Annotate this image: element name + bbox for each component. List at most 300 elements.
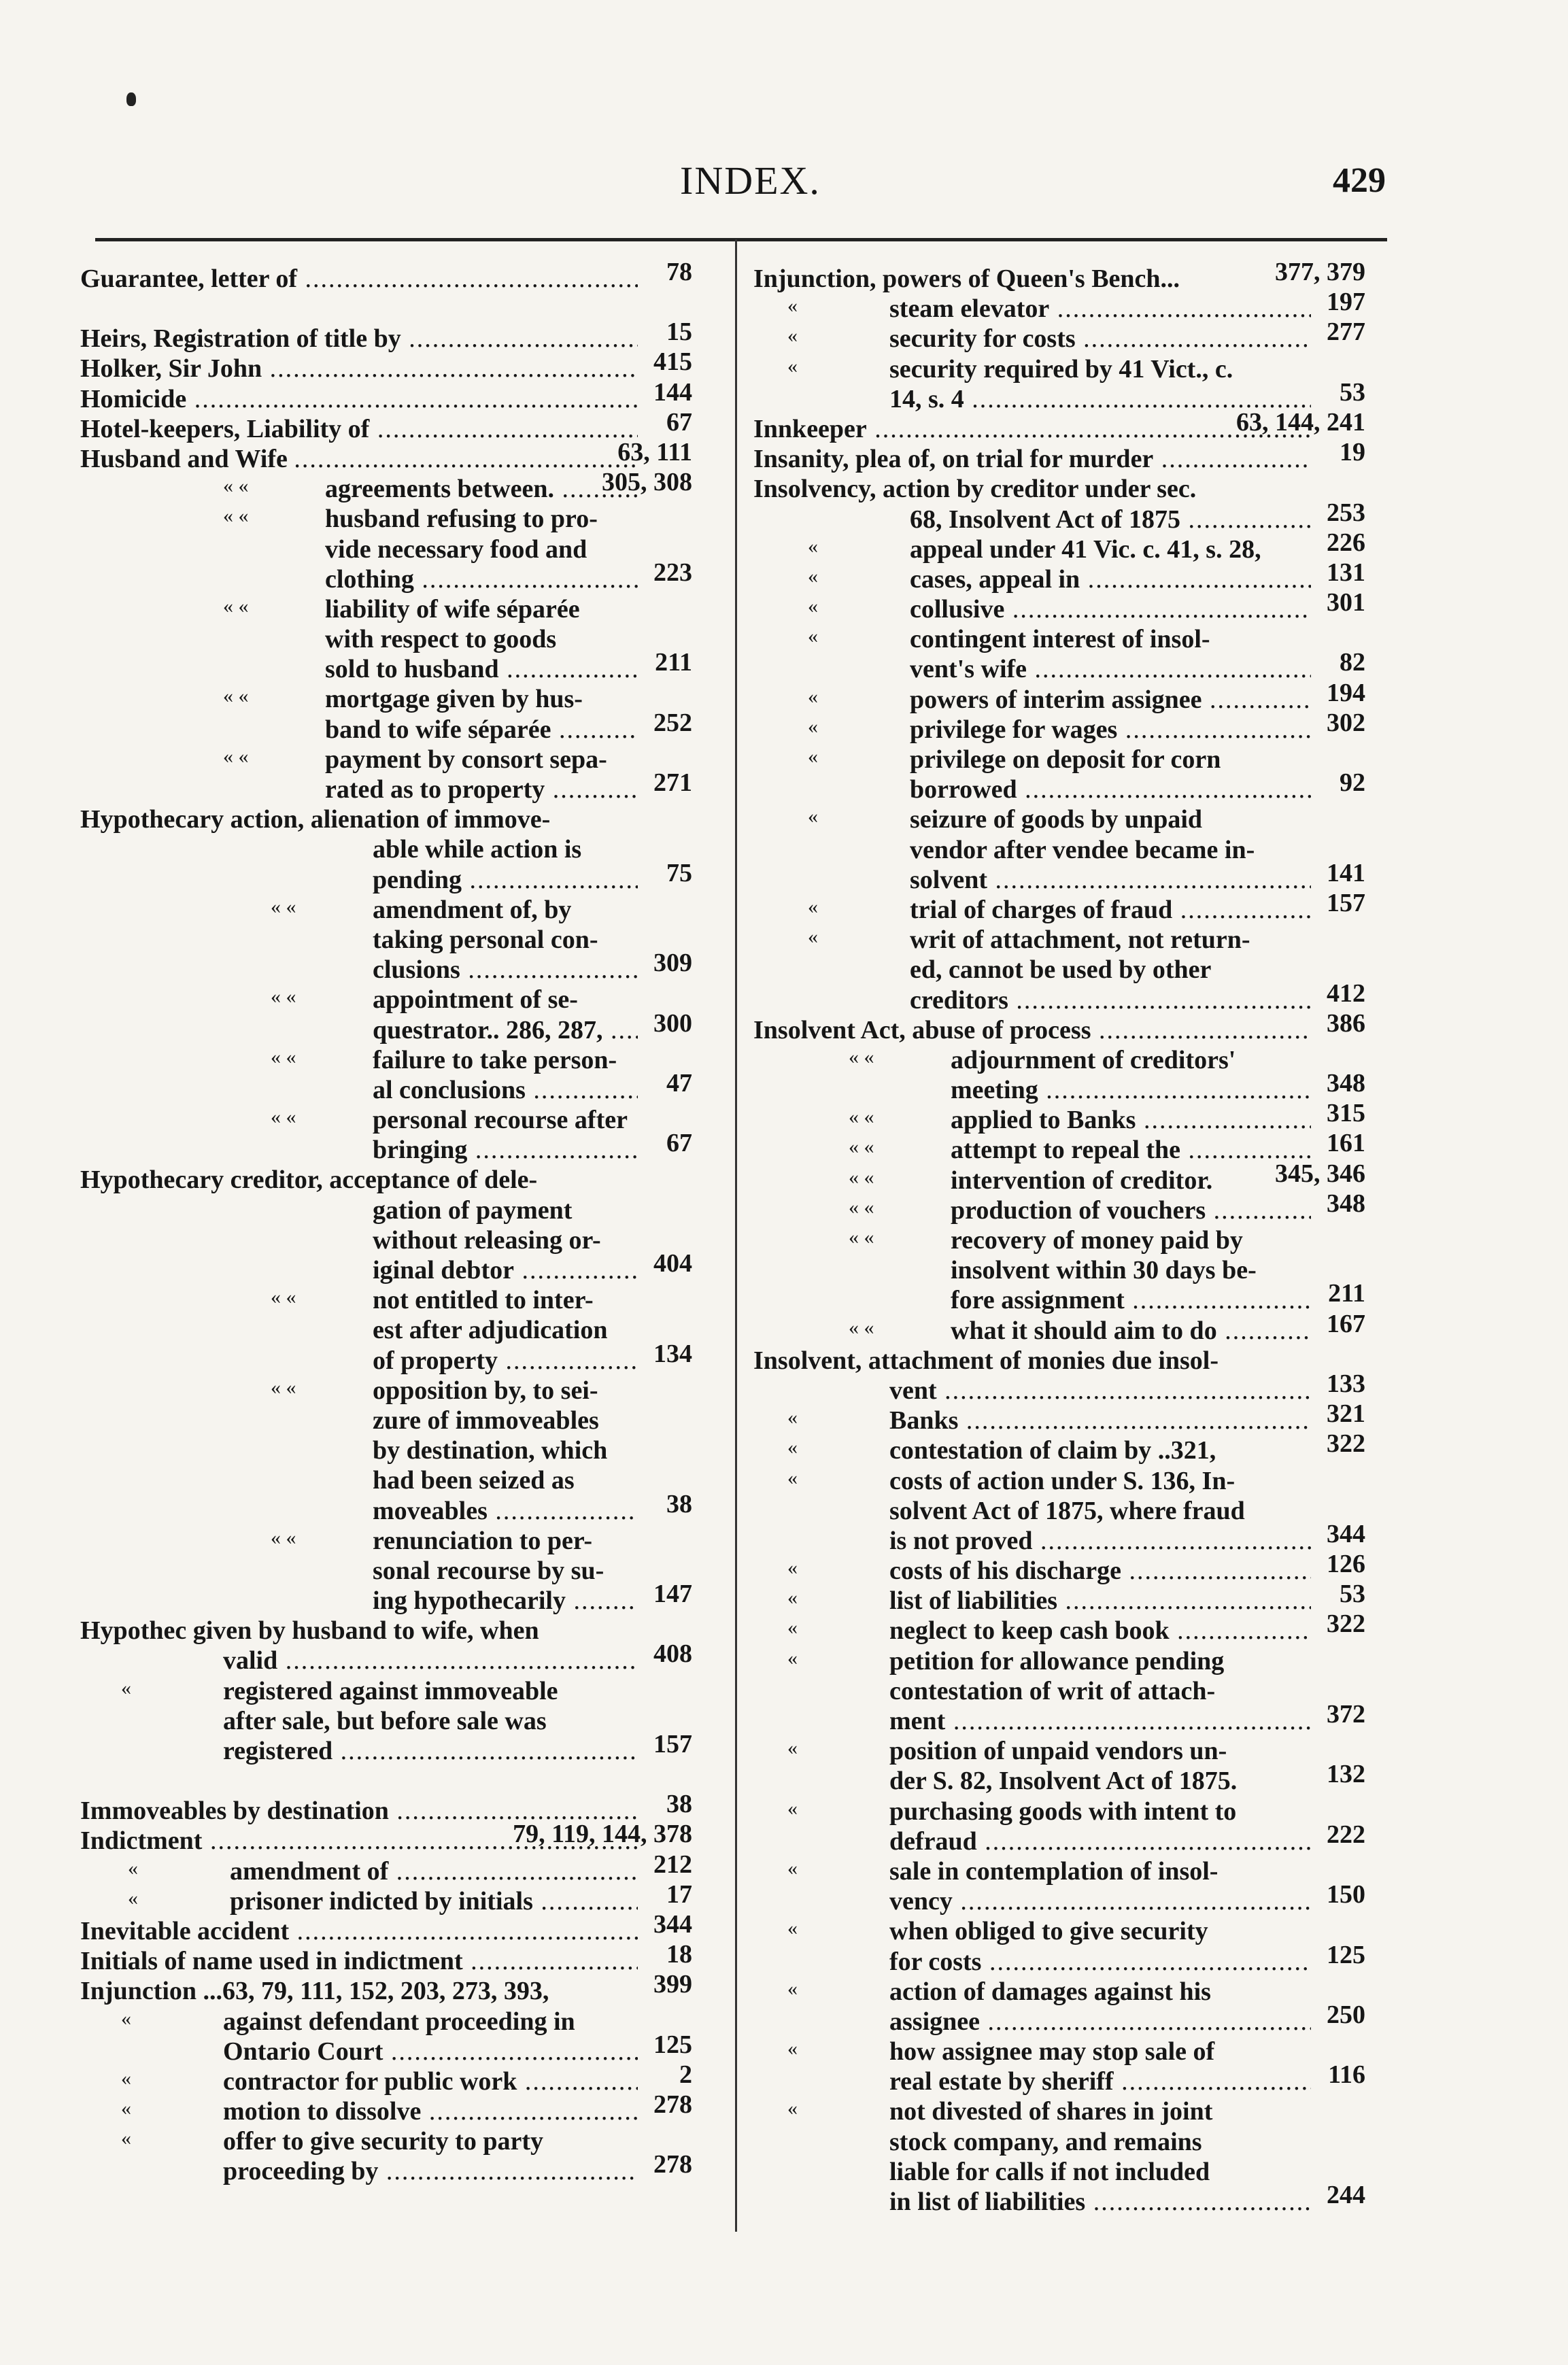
entry-gap <box>80 1766 692 1796</box>
entry-text: Insolvency, action by creditor under sec. <box>753 475 1197 504</box>
ditto-mark: « <box>787 1466 798 1489</box>
index-entry <box>80 2060 692 2096</box>
ditto-mark: « <box>121 2127 131 2150</box>
entry-text: when obliged to give security <box>889 1917 1208 1946</box>
entry-text: had been seized as <box>373 1466 575 1495</box>
header-rule <box>95 238 1387 241</box>
index-entry <box>753 1797 1365 1826</box>
entry-page-ref: 126 <box>1327 1550 1365 1579</box>
index-entry <box>80 468 692 504</box>
index-entry <box>753 1856 1365 1886</box>
entry-page-ref: 344 <box>1327 1519 1365 1548</box>
entry-text: is not proved ..... <box>889 1526 1311 1556</box>
entry-text: not divested of shares in joint <box>889 2097 1213 2126</box>
index-entry <box>753 1255 1365 1285</box>
entry-page-ref: 244 <box>1327 2181 1365 2209</box>
entry-page-ref: 141 <box>1327 858 1365 887</box>
index-entry <box>753 1519 1365 1556</box>
index-entry <box>80 1068 692 1105</box>
entry-text: Holker, Sir John ..... <box>80 354 638 384</box>
entry-text: Insolvent, attachment of monies due insol- <box>753 1346 1219 1375</box>
index-entry <box>753 558 1365 594</box>
index-entry <box>80 594 692 624</box>
entry-text: cases, appeal in ..... <box>910 564 1311 594</box>
entry-page-ref: 345, 346 <box>1275 1159 1365 1188</box>
entry-text: real estate by sheriff ..... <box>889 2066 1311 2096</box>
entry-text: Injunction, powers of Queen's Bench... <box>753 265 1180 293</box>
index-entry <box>753 1045 1365 1075</box>
entry-text: opposition by, to sei- <box>373 1376 598 1405</box>
ditto-mark: « « <box>271 1106 296 1129</box>
index-entry <box>80 377 692 414</box>
entry-text: Injunction ...63, 79, 111, 152, 203, 273, 393, <box>80 1977 549 2006</box>
entry-page-ref: 212 <box>653 1850 692 1879</box>
entry-text: stock company, and remains <box>889 2127 1202 2156</box>
entry-gap <box>80 294 692 324</box>
entry-page-ref: 315 <box>1327 1099 1365 1128</box>
entry-page-ref: 63, 111 <box>617 437 692 466</box>
ditto-mark: « <box>787 2037 798 2060</box>
entry-text: petition for allowance pending <box>889 1646 1225 1675</box>
entry-page-ref: 67 <box>666 1129 692 1158</box>
entry-page-ref: 131 <box>1327 558 1365 587</box>
entry-page-ref: 157 <box>653 1730 692 1758</box>
index-entry <box>80 768 692 804</box>
entry-text: renunciation to per- <box>373 1526 592 1555</box>
entry-text: vide necessary food and <box>325 534 587 564</box>
index-entry <box>80 1285 692 1315</box>
entry-page-ref: 372 <box>1327 1700 1365 1729</box>
entry-text: mortgage given by hus- <box>325 685 583 714</box>
ditto-mark: « <box>787 1436 798 1459</box>
index-entry <box>80 708 692 745</box>
index-entry <box>753 1069 1365 1105</box>
index-entry <box>80 407 692 444</box>
index-entry <box>80 684 692 714</box>
entry-page-ref: 63, 144, 241 <box>1236 407 1365 437</box>
entry-text: security for costs ..... <box>889 324 1311 354</box>
ditto-mark: « « <box>223 685 249 708</box>
index-entry <box>80 1465 692 1495</box>
ditto-mark: « « <box>849 1166 874 1189</box>
ditto-mark: « « <box>849 1195 874 1219</box>
entry-page-ref: 125 <box>1327 1940 1365 1969</box>
entry-page-ref: 78 <box>666 258 692 286</box>
entry-text: proceeding by ..... <box>223 2156 638 2186</box>
entry-page-ref: 404 <box>653 1249 692 1278</box>
entry-text: appeal under 41 Vic. c. 41, s. 28, <box>910 534 1261 564</box>
index-entry <box>753 1466 1365 1496</box>
index-entry <box>753 1309 1365 1346</box>
ditto-mark: « <box>808 625 818 648</box>
entry-text: amendment of, by <box>373 895 572 924</box>
entry-text: registered ..... <box>223 1736 638 1766</box>
entry-text: ing hypothecarily ..... <box>373 1586 638 1616</box>
entry-text: vent's wife ..... <box>910 654 1311 684</box>
entry-page-ref: 197 <box>1327 288 1365 317</box>
index-entry <box>753 1736 1365 1766</box>
entry-page-ref: 277 <box>1327 318 1365 347</box>
entry-text: Hypothecary creditor, acceptance of dele- <box>80 1166 538 1195</box>
ditto-mark: « <box>787 324 798 347</box>
entry-page-ref: 75 <box>666 858 692 887</box>
index-entry <box>753 1496 1365 1526</box>
index-entry <box>753 1429 1365 1465</box>
entry-text: iginal debtor ..... <box>373 1255 638 1285</box>
entry-page-ref: 18 <box>666 1940 692 1969</box>
index-entry <box>80 2126 692 2156</box>
entry-text: sold to husband ..... <box>325 654 638 684</box>
index-entry <box>80 504 692 534</box>
index-entry <box>753 835 1365 865</box>
ditto-mark: « « <box>271 1286 296 1309</box>
entry-page-ref: 253 <box>1327 498 1365 527</box>
ditto-mark: « <box>787 1797 798 1820</box>
index-entry <box>80 1940 692 1976</box>
entry-text: not entitled to inter- <box>373 1286 594 1315</box>
entry-page-ref: 53 <box>1340 377 1365 407</box>
entry-page-ref: 321 <box>1327 1399 1365 1429</box>
entry-text: registered against immoveable <box>223 1676 558 1705</box>
ditto-mark: « <box>808 895 818 918</box>
index-entry <box>80 1435 692 1465</box>
index-entry <box>753 1880 1365 1916</box>
entry-text: offer to give security to party <box>223 2127 543 2156</box>
entry-text: able while action is <box>373 835 582 864</box>
entry-text: appointment of se- <box>373 985 578 1015</box>
entry-text: Indictment ..... <box>80 1826 638 1856</box>
index-entry <box>753 1676 1365 1706</box>
entry-page-ref: 67 <box>666 407 692 437</box>
entry-text: amendment of ..... <box>230 1856 638 1886</box>
entry-text: steam elevator ..... <box>889 294 1311 324</box>
index-entry <box>80 1676 692 1706</box>
entry-text: of property ..... <box>373 1346 638 1376</box>
entry-text: adjournment of creditors' <box>951 1045 1236 1074</box>
index-entry <box>80 318 692 354</box>
entry-page-ref: 82 <box>1340 648 1365 677</box>
entry-text: Heirs, Registration of title by ..... <box>80 324 638 354</box>
right-index-column <box>753 258 1365 2217</box>
entry-text: solvent Act of 1875, where fraud <box>889 1496 1245 1525</box>
index-entry <box>80 1556 692 1586</box>
index-entry <box>753 1189 1365 1225</box>
ditto-mark: « <box>128 1886 138 1909</box>
entry-text: how assignee may stop sale of <box>889 2037 1215 2066</box>
index-entry <box>80 1129 692 1165</box>
entry-text: taking personal con- <box>373 925 598 954</box>
index-entry <box>753 979 1365 1015</box>
index-entry <box>80 2150 692 2186</box>
entry-page-ref: 157 <box>1327 888 1365 917</box>
index-entry <box>80 1706 692 1736</box>
index-entry <box>80 1526 692 1556</box>
entry-page-ref: 412 <box>1327 979 1365 1008</box>
entry-page-ref: 305, 308 <box>602 468 692 497</box>
entry-text: in list of liabilities ..... <box>889 2187 1311 2217</box>
index-entry <box>80 804 692 834</box>
index-entry <box>80 624 692 654</box>
index-entry <box>753 1940 1365 1977</box>
index-entry <box>753 2157 1365 2187</box>
ditto-mark: « <box>787 1586 798 1610</box>
entry-page-ref: 116 <box>1328 2060 1365 2090</box>
index-entry <box>753 1820 1365 1856</box>
index-entry <box>80 1376 692 1406</box>
entry-page-ref: 150 <box>1327 1880 1365 1909</box>
index-entry <box>80 258 692 294</box>
entry-text: Homicide ..... <box>80 384 638 414</box>
index-entry <box>753 288 1365 324</box>
entry-page-ref: 271 <box>653 768 692 797</box>
entry-page-ref: 134 <box>653 1339 692 1368</box>
entry-text: vent ..... <box>889 1376 1311 1406</box>
entry-page-ref: 223 <box>653 558 692 587</box>
ditto-mark: « « <box>271 985 296 1008</box>
index-entry <box>753 354 1365 384</box>
entry-page-ref: 301 <box>1327 588 1365 617</box>
entry-text: clusions ..... <box>373 955 638 985</box>
entry-page-ref: 377, 379 <box>1275 258 1365 286</box>
index-entry <box>80 1105 692 1135</box>
ditto-mark: « <box>808 534 818 558</box>
entry-text: ment ..... <box>889 1706 1311 1736</box>
entry-text: valid ..... <box>223 1646 638 1675</box>
index-entry <box>753 1369 1365 1406</box>
index-entry <box>80 745 692 775</box>
ditto-mark: « <box>787 1616 798 1639</box>
entry-page-ref: 17 <box>666 1879 692 1909</box>
index-entry <box>80 2090 692 2126</box>
entry-text: borrowed ..... <box>910 775 1311 804</box>
running-title: INDEX. <box>680 158 821 203</box>
index-entry <box>753 768 1365 804</box>
ditto-mark: « « <box>223 745 249 768</box>
index-entry <box>753 1159 1365 1195</box>
index-entry <box>80 1489 692 1526</box>
entry-text: costs of his discharge ..... <box>889 1556 1311 1586</box>
entry-text: 14, s. 4 ..... <box>889 384 1311 414</box>
index-entry <box>80 534 692 564</box>
index-entry <box>753 1099 1365 1135</box>
entry-page-ref: 92 <box>1340 768 1365 798</box>
ditto-mark: « « <box>271 1376 296 1399</box>
entry-text: liable for calls if not included <box>889 2157 1210 2186</box>
ditto-mark: « <box>808 715 818 738</box>
entry-page-ref: 309 <box>653 949 692 978</box>
index-entry <box>753 1760 1365 1796</box>
index-entry <box>80 1225 692 1255</box>
index-entry <box>753 2127 1365 2157</box>
entry-page-ref: 211 <box>1328 1279 1365 1308</box>
index-entry <box>80 2030 692 2066</box>
entry-page-ref: 278 <box>653 2090 692 2120</box>
entry-text: fore assignment ..... <box>951 1285 1311 1315</box>
entry-page-ref: 132 <box>1327 1760 1365 1789</box>
entry-text: purchasing goods with intent to <box>889 1797 1237 1826</box>
index-entry <box>80 1730 692 1766</box>
ditto-mark: « « <box>849 1106 874 1129</box>
entry-page-ref: 399 <box>653 1970 692 1999</box>
entry-page-ref: 144 <box>653 377 692 407</box>
index-entry <box>753 678 1365 715</box>
entry-text: defraud ..... <box>889 1826 1311 1856</box>
index-entry <box>753 438 1365 474</box>
index-entry <box>80 1045 692 1075</box>
entry-text: seizure of goods by unpaid <box>910 805 1203 834</box>
entry-page-ref: 15 <box>666 318 692 347</box>
index-entry <box>80 858 692 895</box>
entry-text: payment by consort sepa- <box>325 745 607 774</box>
entry-text: costs of action under S. 136, In- <box>889 1466 1235 1495</box>
index-entry <box>753 2181 1365 2217</box>
index-entry <box>753 1399 1365 1435</box>
index-entry <box>753 1008 1365 1045</box>
index-entry <box>753 925 1365 955</box>
index-entry <box>80 834 692 864</box>
entry-text: Hotel-keepers, Liability of ..... <box>80 414 638 444</box>
entry-text: questrator.. 286, 287, ..... <box>373 1015 638 1045</box>
ditto-mark: « <box>808 805 818 828</box>
entry-text: intervention of creditor. <box>951 1166 1213 1195</box>
entry-text: Husband and Wife ..... <box>80 444 638 474</box>
ditto-mark: « « <box>223 594 249 617</box>
index-entry <box>80 1639 692 1675</box>
entry-text: agreements between. ..... <box>325 474 638 504</box>
ditto-mark: « <box>808 685 818 708</box>
left-index-column <box>80 258 692 2187</box>
ditto-mark: « <box>787 1856 798 1879</box>
index-entry <box>80 558 692 594</box>
ink-mark <box>126 92 136 106</box>
index-entry <box>753 1916 1365 1946</box>
index-entry <box>753 1225 1365 1255</box>
entry-text: husband refusing to pro- <box>325 505 598 534</box>
index-entry <box>80 1879 692 1916</box>
index-entry <box>753 258 1365 294</box>
entry-text: applied to Banks ..... <box>951 1105 1311 1135</box>
entry-text: zure of immoveables <box>373 1406 599 1435</box>
index-entry <box>753 1580 1365 1616</box>
index-entry <box>80 1909 692 1946</box>
ditto-mark: « « <box>223 505 249 528</box>
entry-page-ref: 348 <box>1327 1189 1365 1218</box>
ditto-mark: « <box>808 745 818 768</box>
entry-page-ref: 250 <box>1327 2000 1365 2029</box>
entry-page-ref: 344 <box>653 1909 692 1939</box>
entry-text: privilege on deposit for corn <box>910 745 1221 774</box>
index-entry <box>80 1616 692 1646</box>
entry-text: contestation of writ of attach- <box>889 1676 1216 1705</box>
index-entry <box>80 347 692 384</box>
index-entry <box>80 1165 692 1195</box>
entry-text: list of liabilities ..... <box>889 1586 1311 1616</box>
entry-page-ref: 53 <box>1340 1580 1365 1609</box>
index-entry <box>753 1977 1365 2007</box>
index-entry <box>80 1249 692 1285</box>
entry-text: production of vouchers ..... <box>951 1195 1311 1225</box>
entry-text: neglect to keep cash book ..... <box>889 1616 1311 1646</box>
index-entry <box>80 648 692 684</box>
entry-page-ref: 47 <box>666 1068 692 1098</box>
ditto-mark: « « <box>271 1526 296 1549</box>
entry-page-ref: 167 <box>1327 1309 1365 1338</box>
entry-text: al conclusions ..... <box>373 1075 638 1105</box>
index-entry <box>80 1406 692 1435</box>
entry-text: der S. 82, Insolvent Act of 1875. <box>889 1767 1238 1796</box>
entry-page-ref: 252 <box>653 708 692 737</box>
index-entry <box>80 1008 692 1045</box>
index-entry <box>753 1550 1365 1586</box>
entry-text: action of damages against his <box>889 1977 1211 2006</box>
entry-text: powers of interim assignee ..... <box>910 685 1311 715</box>
entry-page-ref: 147 <box>653 1580 692 1609</box>
index-entry <box>753 858 1365 895</box>
entry-text: with respect to goods <box>325 625 557 654</box>
ditto-mark: « <box>808 925 818 949</box>
index-entry <box>80 437 692 474</box>
ditto-mark: « <box>787 294 798 318</box>
entry-page-ref: 2 <box>679 2060 692 2089</box>
entry-text: Initials of name used in indictment ..... <box>80 1946 638 1976</box>
entry-text: recovery of money paid by <box>951 1226 1243 1255</box>
ditto-mark: « <box>787 1977 798 2000</box>
entry-text: Immoveables by destination ..... <box>80 1796 638 1826</box>
entry-text: contractor for public work ..... <box>223 2066 638 2096</box>
ditto-mark: « <box>787 2097 798 2120</box>
entry-page-ref: 226 <box>1327 528 1365 557</box>
entry-text: attempt to repeal the ..... <box>951 1135 1311 1165</box>
ditto-mark: « <box>121 2066 131 2090</box>
ditto-mark: « <box>121 2007 131 2030</box>
entry-text: Hypothecary action, alienation of immove- <box>80 805 551 834</box>
entry-text: sale in contemplation of insol- <box>889 1856 1218 1886</box>
entry-text: after sale, but before sale was <box>223 1706 547 1735</box>
index-entry <box>80 1195 692 1225</box>
entry-text: privilege for wages ..... <box>910 715 1311 745</box>
index-entry <box>753 474 1365 504</box>
index-entry <box>753 407 1365 444</box>
index-entry <box>753 648 1365 684</box>
entry-page-ref: 38 <box>666 1489 692 1518</box>
ditto-mark: « <box>787 1646 798 1669</box>
ditto-mark: « « <box>849 1226 874 1248</box>
ditto-mark: « « <box>849 1045 874 1068</box>
ditto-mark: « « <box>223 475 249 498</box>
index-entry <box>80 1339 692 1376</box>
index-entry <box>80 1820 692 1856</box>
entry-text: vency ..... <box>889 1886 1311 1916</box>
entry-text: for costs ..... <box>889 1947 1311 1977</box>
ditto-mark: « <box>121 2097 131 2120</box>
column-divider <box>735 239 737 2232</box>
index-entry <box>753 528 1365 564</box>
entry-page-ref: 125 <box>653 2030 692 2059</box>
entry-text: position of unpaid vendors un- <box>889 1737 1227 1766</box>
entry-page-ref: 211 <box>655 648 692 677</box>
index-entry <box>753 2096 1365 2126</box>
index-entry <box>80 1315 692 1345</box>
entry-page-ref: 161 <box>1327 1129 1365 1158</box>
entry-text: rated as to property ..... <box>325 775 638 804</box>
entry-text: moveables ..... <box>373 1496 638 1526</box>
index-entry <box>753 2000 1365 2037</box>
entry-text: Inevitable accident ..... <box>80 1916 638 1946</box>
entry-text: band to wife séparée ..... <box>325 715 638 745</box>
entry-text: against defendant proceeding in <box>223 2007 575 2036</box>
index-entry <box>753 1279 1365 1315</box>
index-entry <box>753 2060 1365 2096</box>
